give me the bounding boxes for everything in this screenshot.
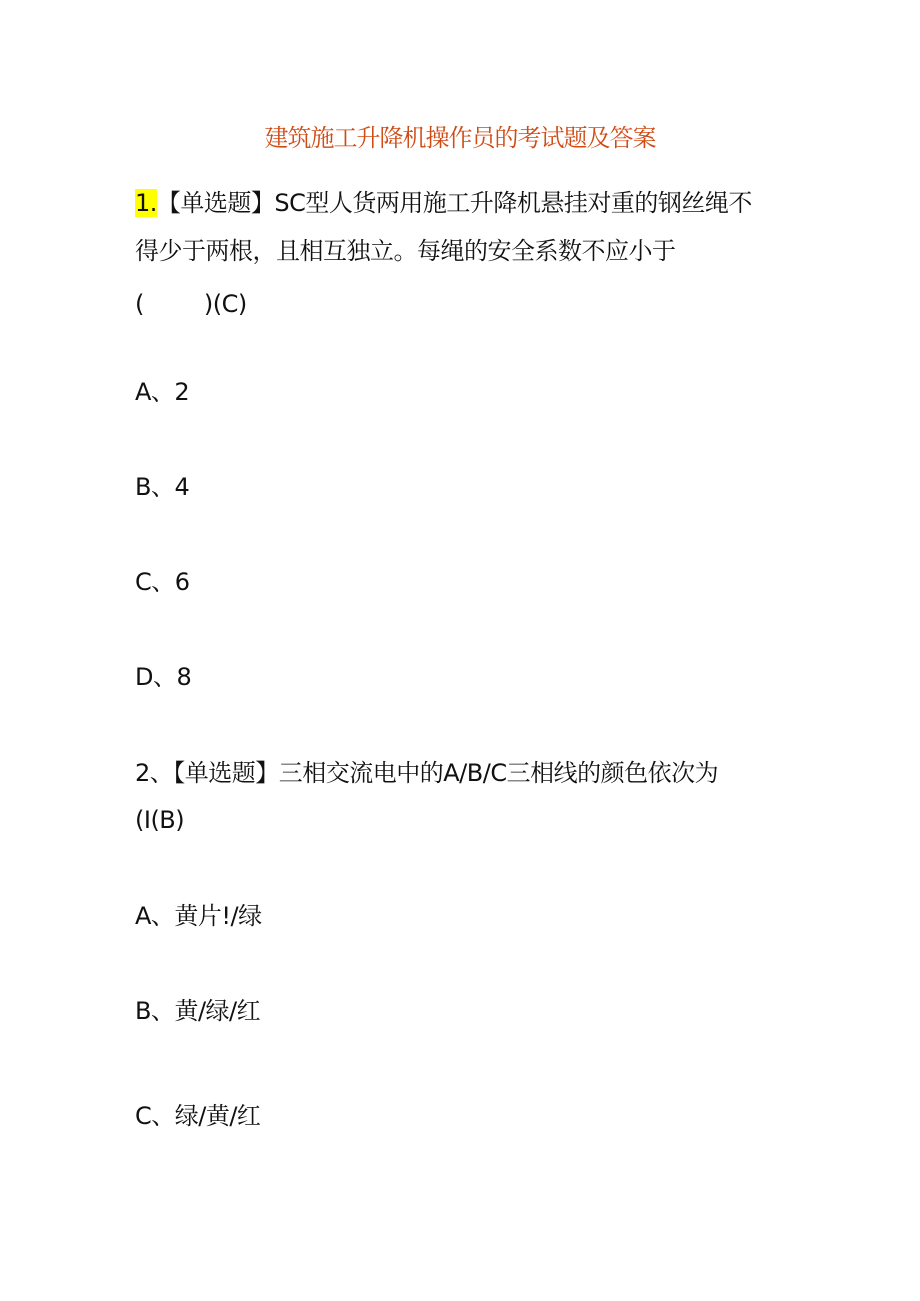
question-1-stem-text: 【单选题】SC型人货两用施工升降机悬挂对重的钢丝绳不 (156, 189, 752, 217)
question-2-option-c: C、绿/黄/红 (135, 1102, 261, 1130)
question-1-option-d: D、8 (135, 663, 192, 691)
question-2-stem-line-2: (I(B) (135, 806, 185, 834)
question-1-answer-blank (135, 287, 247, 321)
question-2-option-a: A、黄片!/绿 (135, 902, 262, 930)
question-1-option-a: A、2 (135, 378, 190, 406)
question-2-option-b: B、黄/绿/红 (135, 997, 261, 1025)
blank-open: ( (135, 290, 144, 318)
question-1-number: 1. (135, 189, 157, 217)
question-1-stem-line-2: 得少于两根，且相互独立。每绳的安全系数不应小于 (135, 237, 676, 265)
question-1-stem-line-1 (135, 186, 752, 220)
blank-close-answer: )(C) (203, 290, 247, 318)
question-2-stem-line-1: 2、【单选题】三相交流电中的A/B/C三相线的颜色依次为 (135, 759, 719, 787)
question-1-option-b: B、4 (135, 473, 190, 501)
question-1-option-c: C、6 (135, 568, 190, 596)
document-title: 建筑施工升降机操作员的考试题及答案 (264, 124, 656, 152)
